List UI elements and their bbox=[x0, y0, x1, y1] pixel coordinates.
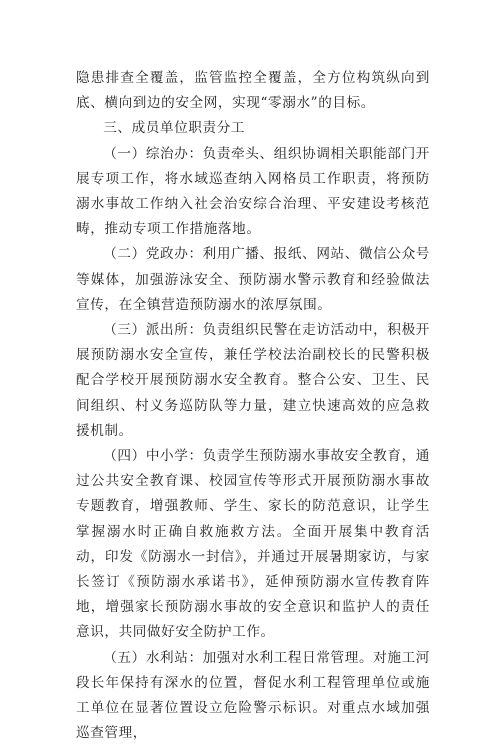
document-body bbox=[76, 66, 430, 746]
section-heading-member-duties: 三、成员单位职责分工 bbox=[103, 120, 246, 137]
paragraph-target-continuation: 隐患排查全覆盖，监管监控全覆盖，全方位构筑纵向到底、横向到边的安全网，实现“零溺水”的目标。 bbox=[76, 70, 430, 112]
paragraph-water-station: （五）水利站：加强对水利工程日常管理。对施工河段长年保持有深水的位置，督促水利工程管理单位或施工单位在显著位置设立危险警示标识。对重点水域加强巡查管理， bbox=[76, 649, 430, 742]
paragraph-police-station: （三）派出所：负责组织民警在走访活动中，积极开展预防溺水安全宣传，兼任学校法治副校长的民警积极配合学校开展预防溺水安全教育。整合公安、卫生、民间组织、村义务巡防队等力量，建立快速高效的应急救援机制。 bbox=[76, 322, 430, 439]
paragraph-comprehensive-office: （一）综治办：负责牵头、组织协调相关职能部门开展专项工作，将水域巡查纳入网格员工作职责，将预防溺水事故工作纳入社会治安综合治理、平安建设考核范畴，推动专项工作措施落地。 bbox=[76, 145, 430, 238]
paragraph-party-office: （二）党政办：利用广播、报纸、网站、微信公众号等媒体，加强游泳安全、预防溺水警示教育和经验做法宣传，在全镇营造预防溺水的浓厚氛围。 bbox=[76, 246, 430, 313]
paragraph-schools: （四）中小学：负责学生预防溺水事故安全教育，通过公共安全教育课、校园宣传等形式开展预防溺水事故专题教育，增强教师、学生、家长的防范意识，让学生掌握溺水时正确自救施救方法。全面开展集中教育活动，印发《防溺水一封信》，并通过开展暑期家访，与家长签订《预防溺水承诺书》，延伸预防溺水宣传教育阵地，增强家长预防溺水事故的安全意识和监护人的责任意识，共同做好安全防护工作。 bbox=[76, 448, 430, 641]
